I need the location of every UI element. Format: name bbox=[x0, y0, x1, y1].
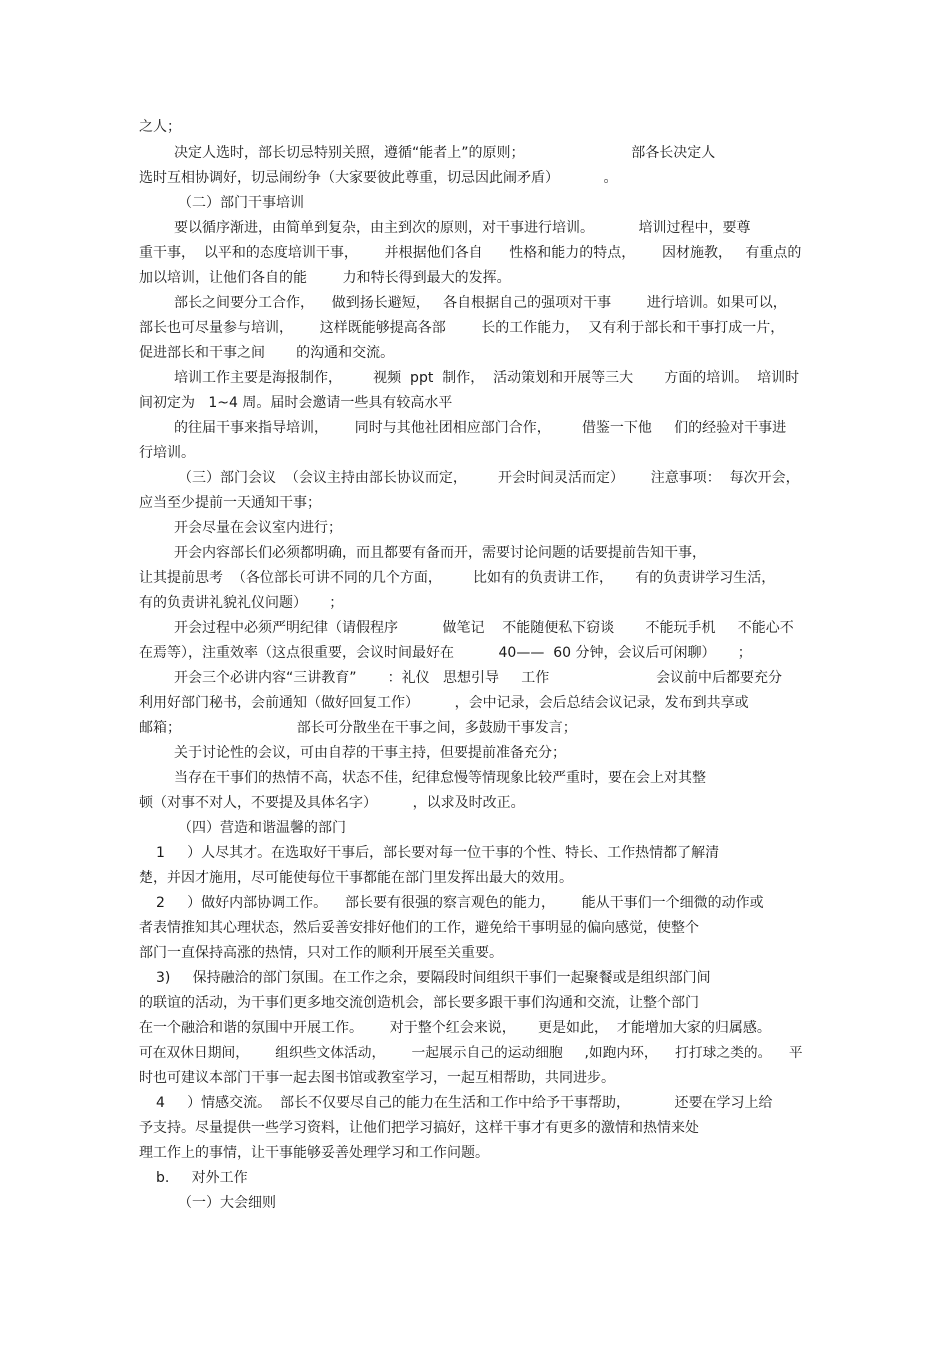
text-line: 之人； bbox=[139, 119, 181, 135]
section-heading: （三）部门会议 （会议主持由部长协议而定， 开会时间灵活而定） 注意事项： 每次开会， bbox=[178, 470, 800, 486]
text-line: 在焉等），注重效率（这点很重要，会议时间最好在 40—— 60 分钟，会议后可闲聊） ； bbox=[139, 645, 752, 661]
text-line: 可在双休日期间， 组织些文体活动， 一起展示自己的运动细胞 ,如跑内环， 打打球之类的。 平 bbox=[139, 1045, 803, 1061]
text-line: 决定人选时，部长切忌特别关照，遵循“能者上”的原则； 部各长决定人 bbox=[174, 145, 716, 161]
text-line: 的往届干事来指导培训， 同时与其他社团相应部门合作， 借鉴一下他 们的经验对干事进 bbox=[174, 420, 787, 436]
text-line: 邮箱； 部长可分散坐在干事之间，多鼓励干事发言； bbox=[139, 720, 577, 736]
text-line: 重干事， 以平和的态度培训干事， 并根据他们各自 性格和能力的特点， 因材施教， 有重点的 bbox=[139, 245, 802, 261]
text-line: 理工作上的事情，让干事能够妥善处理学习和工作问题。 bbox=[139, 1145, 489, 1161]
text-line: 培训工作主要是海报制作， 视频 ppt 制作， 活动策划和开展等三大 方面的培训。 培训时 bbox=[174, 370, 800, 386]
text-line: 选时互相协调好，切忌闹纷争（大家要彼此尊重，切忌因此闹矛盾） 。 bbox=[139, 170, 618, 186]
text-line: 加以培训，让他们各自的能 力和特长得到最大的发挥。 bbox=[139, 270, 511, 286]
section-heading: （四）营造和谐温馨的部门 bbox=[178, 820, 346, 836]
text-line: 促进部长和干事之间 的沟通和交流。 bbox=[139, 345, 395, 361]
text-line: 利用好部门秘书，会前通知（做好回复工作） ，会中记录，会后总结会议记录，发布到共享或 bbox=[139, 695, 749, 711]
list-item: 1 ）人尽其才。在选取好干事后，部长要对每一位干事的个性、特长、工作热情都了解清 bbox=[156, 845, 720, 861]
text-line: 予支持。尽量提供一些学习资料，让他们把学习搞好，这样干事才有更多的激情和热情来处 bbox=[139, 1120, 699, 1136]
text-line: 行培训。 bbox=[139, 445, 195, 461]
text-line: 在一个融洽和谐的氛围中开展工作。 对于整个红会来说， 更是如此， 才能增加大家的归属感。 bbox=[139, 1020, 771, 1036]
text-line: 关于讨论性的会议，可由自荐的干事主持，但要提前准备充分； bbox=[174, 745, 566, 761]
list-item: 2 ）做好内部协调工作。 部长要有很强的察言观色的能力， 能从干事们一个细微的动作或 bbox=[156, 895, 764, 911]
text-line: 部门一直保持高涨的热情，只对工作的顺利开展至关重要。 bbox=[139, 945, 503, 961]
text-line: 的联谊的活动，为干事们更多地交流创造机会，部长要多跟干事们沟通和交流，让整个部门 bbox=[139, 995, 699, 1011]
section-heading: b. 对外工作 bbox=[156, 1170, 248, 1186]
text-line: 开会过程中必须严明纪律（请假程序 做笔记 不能随便私下窃谈 不能玩手机 不能心不 bbox=[174, 620, 794, 636]
text-line: 部长之间要分工合作， 做到扬长避短， 各自根据自己的强项对干事 进行培训。如果可以， bbox=[174, 295, 787, 311]
text-line: 让其提前思考 （各位部长可讲不同的几个方面， 比如有的负责讲工作， 有的负责讲学习生活， bbox=[139, 570, 776, 586]
text-line: 间初定为 1~4 周。届时会邀请一些具有较高水平 bbox=[139, 395, 453, 411]
list-item: 3) 保持融洽的部门氛围。在工作之余，要隔段时间组织干事们一起聚餐或是组织部门间 bbox=[156, 970, 711, 986]
text-line: 者表情推知其心理状态，然后妥善安排好他们的工作，避免给干事明显的偏向感觉，使整个 bbox=[139, 920, 699, 936]
text-line: 开会三个必讲内容“三讲教育” ：礼仪 思想引导 工作 会议前中后都要充分 bbox=[174, 670, 783, 686]
list-item: 4 ）情感交流。 部长不仅要尽自己的能力在生活和工作中给予干事帮助， 还要在学习上给 bbox=[156, 1095, 773, 1111]
text-line: 当存在干事们的热情不高，状态不佳，纪律怠慢等情现象比较严重时，要在会上对其整 bbox=[174, 770, 706, 786]
text-line: 有的负责讲礼貌礼仪问题） ； bbox=[139, 595, 344, 611]
text-line: 开会尽量在会议室内进行； bbox=[174, 520, 342, 536]
text-line: 楚，并因才施用，尽可能使每位干事都能在部门里发挥出最大的效用。 bbox=[139, 870, 573, 886]
text-line: 要以循序渐进，由简单到复杂，由主到次的原则，对干事进行培训。 培训过程中，要尊 bbox=[174, 220, 751, 236]
text-line: 时也可建议本部门干事一起去图书馆或教室学习，一起互相帮助，共同进步。 bbox=[139, 1070, 615, 1086]
section-heading: （二）部门干事培训 bbox=[178, 195, 304, 211]
section-heading: （一）大会细则 bbox=[178, 1195, 276, 1211]
text-line: 应当至少提前一天通知干事； bbox=[139, 495, 321, 511]
text-line: 部长也可尽量参与培训， 这样既能够提高各部 长的工作能力， 又有利于部长和干事打成一片， bbox=[139, 320, 785, 336]
text-line: 开会内容部长们必须都明确，而且都要有备而开，需要讨论问题的话要提前告知干事， bbox=[174, 545, 706, 561]
text-line: 顿（对事不对人，不要提及具体名字） ，以求及时改正。 bbox=[139, 795, 525, 811]
